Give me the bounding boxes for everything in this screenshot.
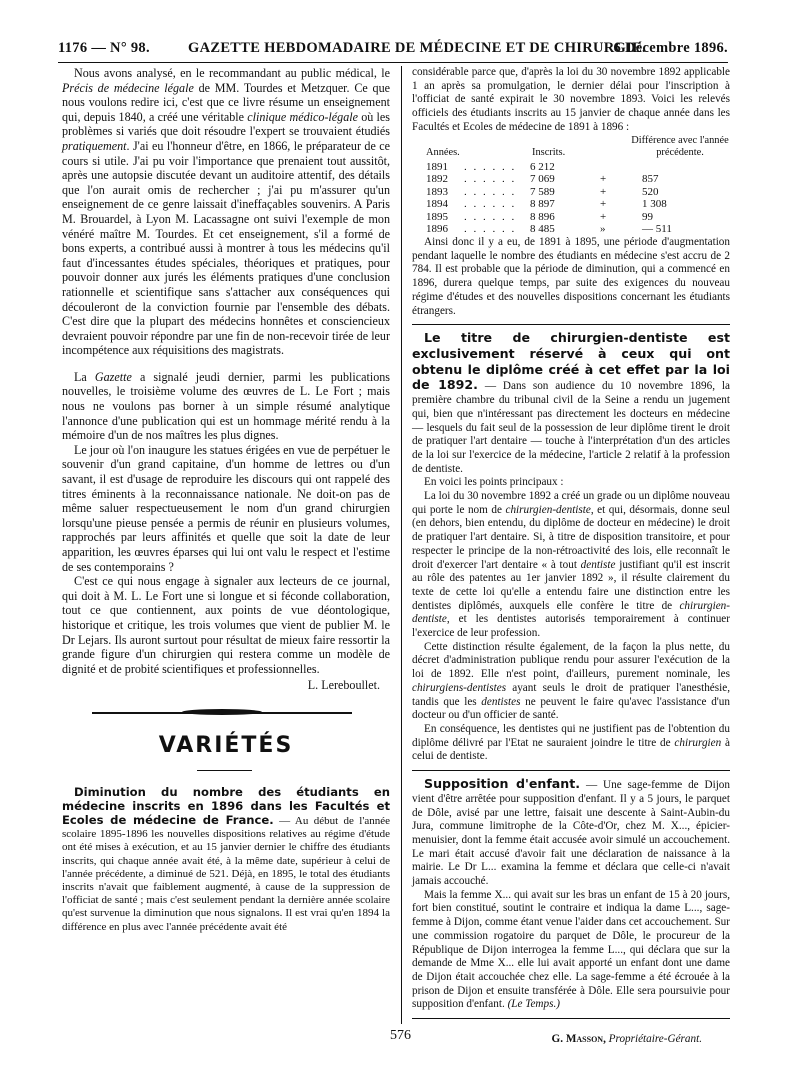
paragraph-statues: Le jour où l'on inaugure les statues érigées en vue de perpétuer le souvenir d'un grand capitaine, d'un homme de lettres ou d'un savant, il est d'usage de reproduire les discours qui ont rappelé des titres éminents à la reconnaissance nationale. Ne doit-on pas de même saluer respectueusement le nom d'un grand chirurgien lorsqu'une pieuse pensée a permis de réunir en plusieurs volumes, rapprochés par leurs affinités et quelle que soit la date de leur apparition, les œuvres éparses qui lui ont valu le respect et l'estime de ses contemporains ?	[62, 442, 390, 574]
page-number: 576	[390, 1028, 411, 1043]
paragraph-consequence: En conséquence, les dentistes qui ne justifient pas de l'obtention du diplôme délivré par l'Etat ne sauraient joindre le titre de chirurgien à celui de dentiste.	[412, 722, 730, 763]
paragraph-precis: Nous avons analysé, en le recommandant au public médical, le Précis de médecine légale de MM. Tourdes et Metzquer. Ce que nous voulons redire ici, c'est que ce livre résume un enseignement qui, depuis 1840, a créé une véritable clinique médico-légale où les problèmes si variés que doit résoudre l'expert se trouvaient étudiés pratiquement. J'ai eu l'honneur d'être, en 1866, le préparateur de ce cours si utile. J'ai pu voir l'importance que prenaient tout aussitôt, après une autopsie discutée devant un auditoire attentif, des détails que l'on aurait omis de rechercher ; j'ai pu m'assurer qu'un enseignement de ce genre laissait d'ineffaçables souvenirs. A Paris M. Brouardel, à Lyon M. Lacassagne ont suivi l'exemple de mon vénéré maître M. Tourdes. Et cet enseignement, s'il a formé de bons experts, a contribué aussi à montrer à tous les médecins qu'il faut d'incessantes études spéciales, théoriques et pratiques, pour pouvoir donner aux jurés les éléments pratiques d'une conclusion rationnelle et scientifique sans s'attacher aux conséquences qui découleront de la conviction fournie par l'ensemble des débats. C'est dire que la plupart des médecins honnêtes et consciencieux devraient pouvoir répondre par une fin de non-recevoir tirée de leur incompétence aux réquisitions des magistrats.	[62, 66, 390, 358]
table-row: 1894 . . . . . . 8 897 + 1 308	[426, 198, 667, 211]
section-title-varietes: VARIÉTÉS	[158, 732, 294, 758]
students-table	[412, 161, 730, 237]
right-column	[412, 66, 730, 1047]
table-row: 1896 . . . . . . 8 485 » — 511	[426, 223, 672, 236]
left-column	[62, 66, 390, 934]
table-row: 1893 . . . . . . 7 589 + 520	[426, 185, 659, 198]
table-row: 1891 . . . . . . 6 212	[426, 160, 555, 173]
table-row: 1895 . . . . . . 8 896 + 99	[426, 210, 653, 223]
article-dentiste-title: Le titre de chirurgien-dentiste est exclusivement réservé à ceux qui ont obtenu le diplôme créé à cet effet par la loi de 1892.	[412, 330, 730, 393]
article-rule	[412, 770, 730, 771]
paragraph-continuation: considérable parce que, d'après la loi du 30 novembre 1892 applicable 1 an après sa promulgation, le dernier délai pour l'inscription à l'officiat de santé expirait le 30 novembre 1893. Voici les relevés officiels des étudiants inscrits au 15 janvier de chaque année dans les Facultés et Ecoles de médecine de 1891 à 1896 :	[412, 66, 730, 133]
paragraph-lejars: C'est ce qui nous engage à signaler aux lecteurs de ce journal, qui doit à M. L. Le Fort une si longue et si féconde collaboration, tout ce que contiennent, aux points de vue déontologique, historique et critique, les trois volumes que vient de publier M. le Dr Lejars. Ils auront surtout pour résultat de mieux faire ressortir la grande figure d'un chirurgien qui restera comme un modèle de dignité et de probité scientifiques et professionnelles.	[62, 574, 390, 676]
article-dentiste: Le titre de chirurgien-dentiste est exclusivement réservé à ceux qui ont obtenu le diplôme créé à cet effet par la loi de 1892. — Dans son audience du 10 novembre 1896, la première chambre du tribunal civil de la Seine a rendu un jugement qui, bien que n'intéressant pas directement les docteurs en médecine — lesquels du fait seul de la possession de leur diplôme tirent le droit de pratiquer l'art dentaire — touche à l'interprétation d'un des articles de la loi sur l'exercice de la médecine, l'article 2 relatif à la profession de dentiste.	[412, 330, 731, 475]
issue-date: 6 Décembre 1896.	[613, 40, 728, 56]
article-rule	[412, 1018, 730, 1019]
page-reference: 1176 — N° 98.	[58, 40, 150, 56]
article-rule	[412, 324, 730, 325]
paragraph-le-fort: La Gazette a signalé jeudi dernier, parmi les publications nouvelles, le troisième volume des œuvres de L. Le Fort ; mais nous ne voulons pas borner à un simple résumé analytique l'annonce d'une publication qui est un hommage mérité rendu à la mémoire d'un de nos maîtres les plus dignes.	[62, 369, 390, 443]
students-table-header	[412, 135, 730, 161]
running-header	[58, 38, 728, 62]
paragraph-after-table: Ainsi donc il y a eu, de 1891 à 1895, une période d'augmentation pendant laquelle le nombre des étudiants en médecine s'est accru de 2 784. Il est probable que la période de diminution, qui a commencé en 1896, durera quelque temps, par suite des exigences du nouveau régime d'études et des nouvelles dispositions concernant les étudiants étrangers.	[412, 236, 730, 317]
col-header-inscrits: Inscrits.	[532, 146, 566, 158]
paragraph-distinction: Cette distinction résulte également, de la façon la plus nette, du décret d'administration publique rendu pour assurer l'exécution de la loi de 1892. Elle n'est point, d'ailleurs, purement nominale, les chirurgiens-dentistes ayant seuls le droit de pratiquer l'anesthésie, tandis que les dentistes ne peuvent le faire qu'avec l'assistance d'un docteur ou d'un officier de santé.	[412, 640, 730, 722]
paragraph-supposition-2: Mais la femme X... qui avait sur les bras un enfant de 15 à 20 jours, fort bien constitué, soutint le contraire et indiqua la dame L..., sage-femme à Dijon, comme étant venue l'aider dans cet accouchement. Sur une commission rogatoire du parquet de Dôle, le procureur de la République de Dijon interrogea la femme L..., qui déclara que sur la demande de Mme X... elle lui avait apporté un enfant dont une dame de Dijon était accouchée chez elle. La sage-femme a été écrouée à la prison de Dijon et ensuite transférée à Dôle. Elle sera poursuivie pour supposition d'enfant. (Le Temps.)	[412, 888, 730, 1011]
header-rule	[58, 62, 728, 63]
column-divider	[401, 66, 402, 1024]
article-supposition-title: Supposition d'enfant.	[424, 776, 581, 792]
ornamental-separator	[62, 703, 390, 723]
paragraph-loi-1892: La loi du 30 novembre 1892 a créé un grade ou un diplôme nouveau qui porte le nom de chirurgien-dentiste, et qui, désormais, donne seul (en dehors, bien entendu, du diplôme de docteur en médecine) le droit de pratiquer l'art dentaire. Si, à titre de disposition transitoire, et pour respecter le principe de la non-rétroactivité des lois, elle reconnaît le droit d'exercer l'art dentaire « à tout dentiste justifiant qu'il est inscrit au rôle des patentes au 1er janvier 1892 », il résulte clairement du texte de cette loi qu'elle a entendu faire une distinction entre les dentistes diplômés, auxquels elle confère le titre de chirurgien-dentiste, et les dentistes autorisés temporairement à continuer l'exercice de leur profession.	[412, 490, 731, 640]
source-le-temps: (Le Temps.)	[507, 998, 560, 1011]
article-diminution-title: Diminution du nombre des étudiants en médecine inscrits en 1896 dans les Facultés et Ecoles de médecine de France.	[62, 784, 390, 827]
short-rule	[62, 764, 390, 780]
col-header-difference: Différence avec l'année précédente.	[631, 134, 729, 158]
publisher-signature: G. Masson, Propriétaire-Gérant.	[551, 1033, 702, 1046]
article-supposition: Supposition d'enfant. — Une sage-femme de Dijon vient d'être arrêtée pour supposition d'enfant. Il y a 5 jours, le parquet de Dôle, avisé par une lettre, faisait une descente à Saint-Aubin-du Jura, commune limitrophe de la Côte-d'Or, chez M. X..., épicier-menuisier, dont la femme était accusée avoir simulé un accouchement. Le mari était accusé d'avoir fait une déclaration de naissance à la mairie. Le Dr L... examina la femme et déclara que celle-ci n'avait jamais accouché.	[412, 776, 730, 888]
signature-lereboullet: L. Lereboullet.	[307, 678, 380, 693]
col-header-years: Années.	[426, 146, 460, 158]
points-intro: En voici les points principaux :	[424, 476, 564, 489]
article-diminution: Diminution du nombre des étudiants en médecine inscrits en 1896 dans les Facultés et Ecoles de médecine de France. — Au début de l'année scolaire 1895-1896 les nouvelles dispositions relatives au régime d'étude ont été mises à exécution, et au 15 janvier dernier le chiffre des étudiants inscrits, qui chaque année avait été, à la même date, supérieur à celui de l'année précédente, a diminué de 521. Déjà, en 1895, le total des étudiants inscrits n'avait que faiblement augmenté, à cause de la suppression de l'officiat de santé ; mais c'est seulement pendant la dernière année scolaire qu'est survenue la diminution que nous signalons. Il est vrai qu'en 1894 la différence en plus avec l'année précédente avait été	[62, 784, 390, 933]
table-row: 1892 . . . . . . 7 069 + 857	[426, 173, 659, 186]
journal-title: GAZETTE HEBDOMADAIRE DE MÉDECINE ET DE CHIRURGIE.	[188, 40, 646, 56]
